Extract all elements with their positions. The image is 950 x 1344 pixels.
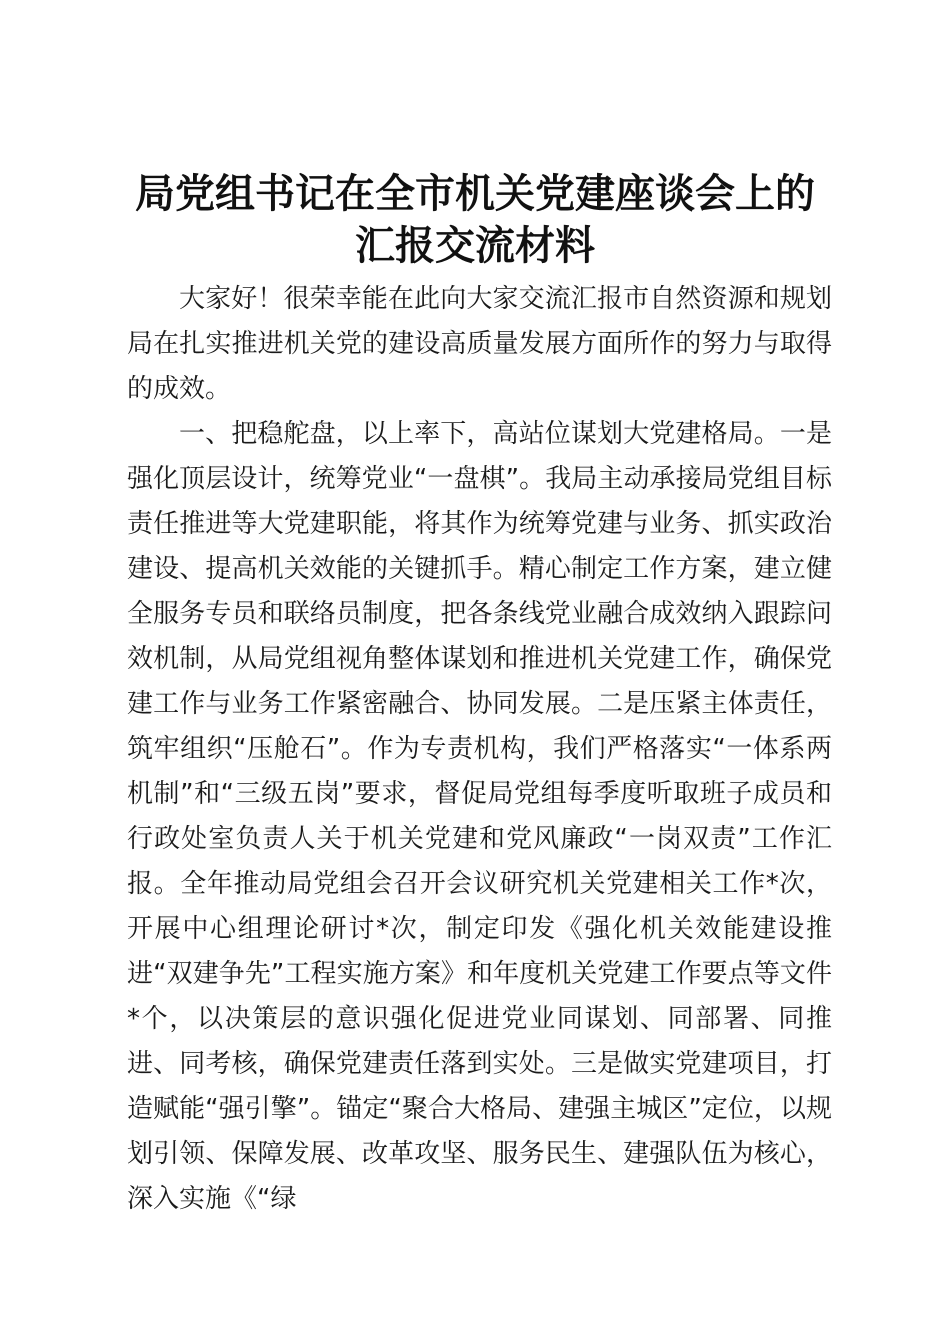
title-line-1: 局党组书记在全市机关党建座谈会上的 [135,171,815,217]
paragraph-greeting: 大家好！很荣幸能在此向大家交流汇报市自然资源和规划局在扎实推进机关党的建设高质量发展方面所作的努力与取得的成效。 [127,284,832,404]
title-line-2: 汇报交流材料 [355,223,595,269]
paragraph-section-one: 一、把稳舵盘，以上率下，高站位谋划大党建格局。一是强化顶层设计，统筹党业“一盘棋”。我局主动承接局党组目标责任推进等大党建职能，将其作为统筹党建与业务、抓实政治建设、提高机关效能的关键抓手。精心制定工作方案，建立健全服务专员和联络员制度，把各条线党业融合成效纳入跟踪问效机制，从局党组视角整体谋划和推进机关党建工作，确保党建工作与业务工作紧密融合、协同发展。二是压紧主体责任，筑牢组织“压舱石”。作为专责机构，我们严格落实“一体系两机制”和“三级五岗”要求，督促局党组每季度听取班子成员和行政处室负责人关于机关党建和党风廉政“一岗双责”工作汇报。全年推动局党组会召开会议研究机关党建相关工作*次，开展中心组理论研讨*次，制定印发《强化机关效能建设推进“双建争先”工程实施方案》和年度机关党建工作要点等文件*个，以决策层的意识强化促进党业同谋划、同部署、同推进、同考核，确保党建责任落到实处。三是做实党建项目，打造赋能“强引擎”。锚定“聚合大格局、建强主城区”定位，以规划引领、保障发展、改革攻坚、服务民生、建强队伍为核心，深入实施《“绿 [127,419,832,1214]
document-body [127,277,832,1222]
document-title [100,168,850,272]
